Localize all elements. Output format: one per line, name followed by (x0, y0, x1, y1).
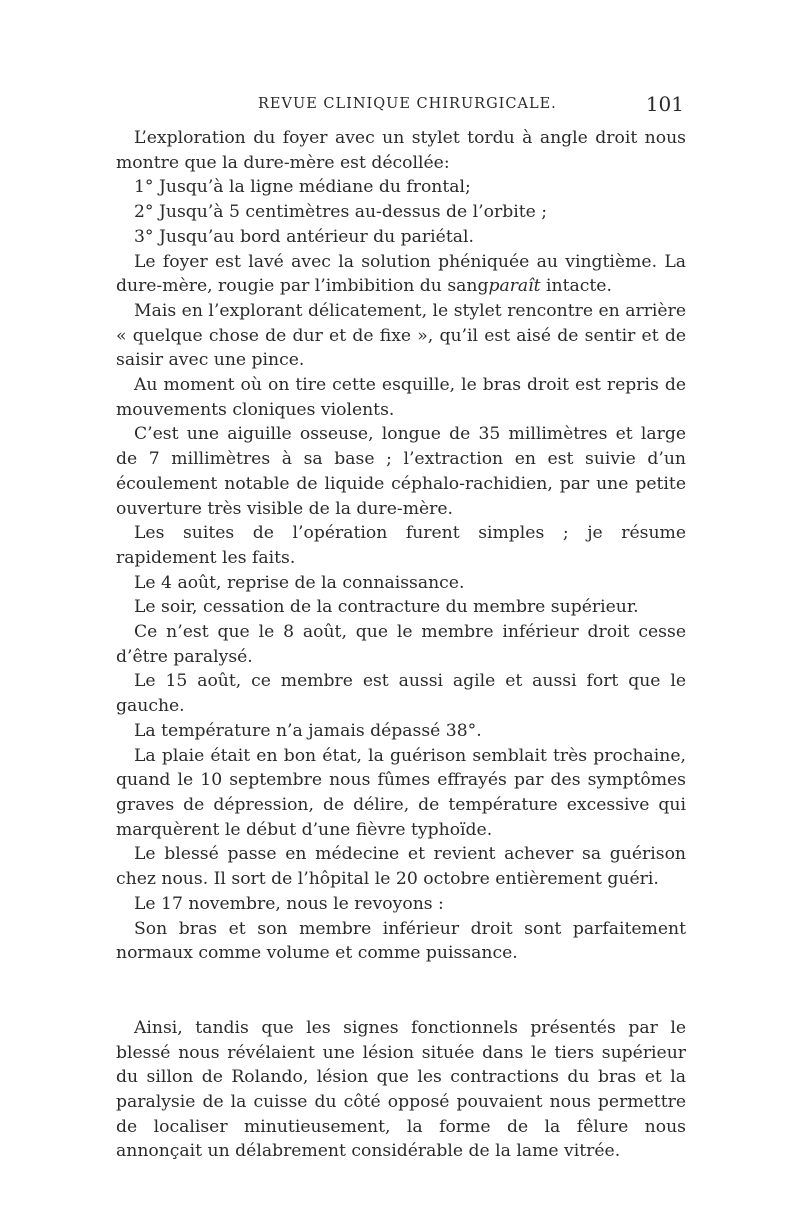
paragraph: Le soir, cessation de la contracture du membre supérieur. (134, 597, 639, 618)
paragraph: Le 4 août, reprise de la connaissance. (134, 572, 465, 593)
running-title: REVUE CLINIQUE CHIRURGICALE. (258, 96, 557, 112)
italic-word: paraît (488, 276, 541, 297)
paragraph: Les suites de l’opération furent simples ; je résume rapidement les faits. (116, 523, 686, 568)
paragraph: C’est une aiguille osseuse, longue de 35 millimètres et large de 7 millimètres à sa base ; l’extraction en est suivie d’un écoulement notable de liquide céphalo-rachidien, par une petite ouverture très visible de la dure-mère. (116, 424, 686, 519)
paragraph: Au moment où on tire cette esquille, le bras droit est repris de mouvements cloniques violents. (116, 375, 686, 420)
paragraph: La plaie était en bon état, la guérison semblait très prochaine, quand le 10 septembre nous fûmes effrayés par des symptômes graves de dépression, de délire, de température excessive qui marquèrent le début d’une fièvre typhoïde. (116, 745, 686, 840)
paragraph: Ainsi, tandis que les signes fonctionnels présentés par le blessé nous révélaient une lésion située dans le tiers supérieur du sillon de Rolando, lésion que les contractions du bras et la paralysie de la cuisse du côté opposé pouvaient nous permettre de localiser minutieusement, la forme de la fêlure nous annonçait un délabrement considérable de la lame vitrée. (116, 1017, 686, 1162)
paragraph: Le blessé passe en médecine et revient achever sa guérison chez nous. Il sort de l’hôpital le 20 octobre entièrement guéri. (116, 844, 686, 890)
section-gap (116, 966, 686, 1016)
paragraph: La température n’a jamais dépassé 38°. (134, 720, 482, 741)
list-item: 1° Jusqu’à la ligne médiane du frontal; (134, 177, 471, 198)
paragraph-text: intacte. (540, 276, 612, 297)
page-number: 101 (645, 92, 684, 116)
paragraph: Mais en l’explorant délicatement, le stylet rencontre en arrière « quelque chose de dur et de fixe », qu’il est aisé de sentir et de saisir avec une pince. (116, 300, 686, 371)
body-text (116, 126, 686, 1164)
list-item: 2° Jusqu’à 5 centimètres au-dessus de l’orbite ; (134, 202, 548, 223)
paragraph: L’exploration du foyer avec un stylet tordu à angle droit nous montre que la dure-mère est décollée: (116, 128, 686, 173)
paragraph: Le 15 août, ce membre est aussi agile et aussi fort que le gauche. (116, 671, 686, 717)
paragraph: Ce n’est que le 8 août, que le membre inférieur droit cesse d’être paralysé. (116, 622, 686, 667)
paragraph: Son bras et son membre inférieur droit sont parfaitement normaux comme volume et comme puissance. (116, 918, 686, 964)
page-header (116, 92, 684, 118)
paragraph-text: Le foyer est lavé avec la solution phéniquée au vingtième. La dure-mère, rougie par l’imbibition du sang (116, 251, 686, 297)
paragraph: Le 17 novembre, nous le revoyons : (134, 893, 444, 914)
paragraph (116, 250, 686, 299)
list-item: 3° Jusqu’au bord antérieur du pariétal. (134, 226, 474, 247)
